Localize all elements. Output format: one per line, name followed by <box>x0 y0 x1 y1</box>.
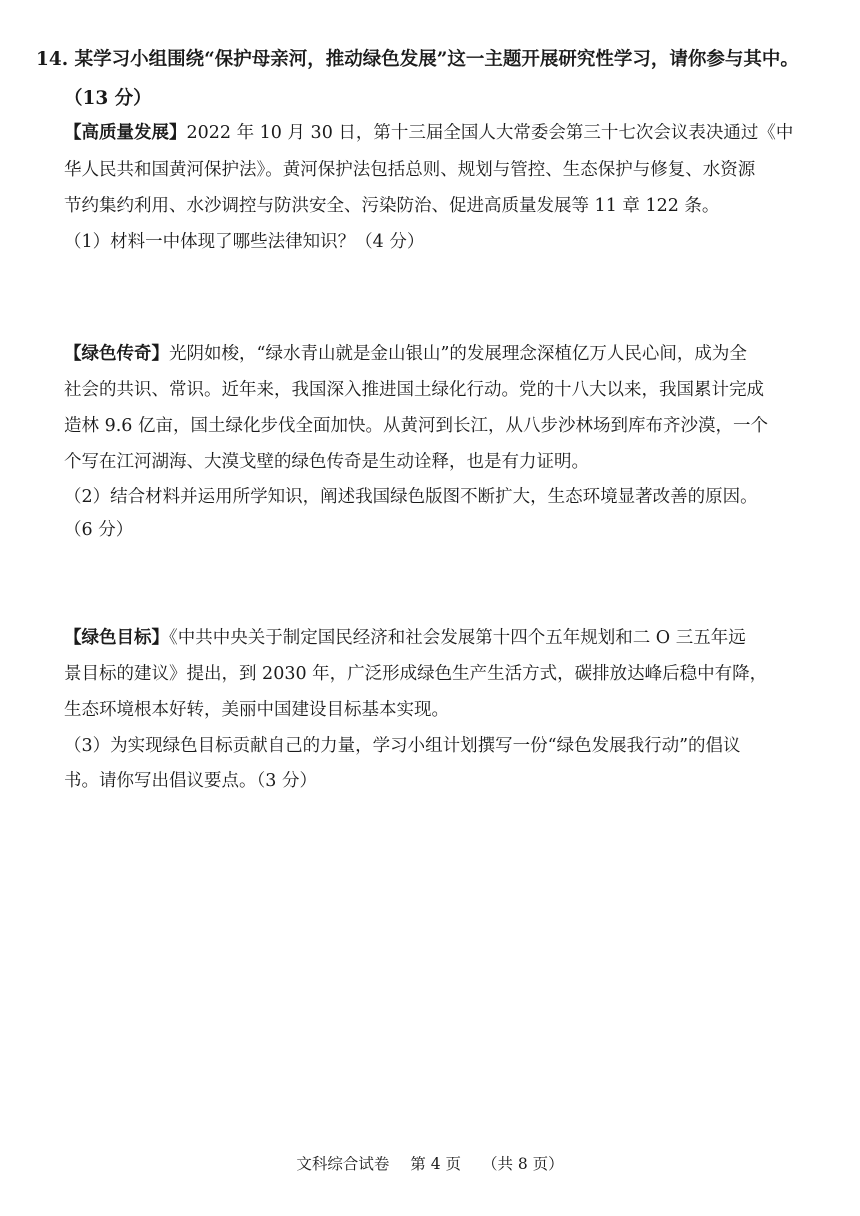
sub-question-3-cont: 书。请你写出倡议要点。（3 分） <box>64 771 317 791</box>
section1-text-3: 节约集约利用、水沙调控与防洪安全、污染防治、促进高质量发展等 11 章 122 条。 <box>64 196 720 216</box>
section1-text-1: 2022 年 10 月 30 日，第十三届全国人大常委会第三十七次会议表决通过《中 <box>186 123 794 143</box>
section3-text-2: 景目标的建议》提出，到 2030 年，广泛形成绿色生产生活方式，碳排放达峰后稳中有降， <box>64 664 768 684</box>
section3-text-3: 生态环境根本好转，美丽中国建设目标基本实现。 <box>64 700 449 720</box>
section1-line1 <box>64 120 793 146</box>
section3-heading: 【绿色目标】 <box>64 628 169 648</box>
footer-page-number: 第 4 页 <box>410 1155 461 1173</box>
section2-text-2: 社会的共识、常识。近年来，我国深入推进国土绿化行动。党的十八大以来，我国累计完成 <box>64 380 764 400</box>
section2-heading: 【绿色传奇】 <box>64 344 169 364</box>
footer-subject: 文科综合试卷 <box>296 1155 390 1173</box>
section2-text-3: 造林 9.6 亿亩，国土绿化步伐全面加快。从黄河到长江，从八步沙林场到库布齐沙漠，一个 <box>64 416 768 436</box>
sub-question-2-score: （6 分） <box>64 520 134 540</box>
question-score: （13 分） <box>64 88 152 109</box>
section3-line1 <box>64 625 746 651</box>
section2-text-4: 个写在江河湖海、大漠戈壁的绿色传奇是生动诠释，也是有力证明。 <box>64 452 589 472</box>
footer-total-pages: （共 8 页） <box>481 1155 564 1173</box>
page-footer <box>0 1152 860 1176</box>
sub-question-1: （1）材料一中体现了哪些法律知识？（4 分） <box>64 232 425 252</box>
section2-line1 <box>64 341 747 367</box>
section1-heading: 【高质量发展】 <box>64 123 187 143</box>
section2-text-1: 光阴如梭，“绿水青山就是金山银山”的发展理念深植亿万人民心间，成为全 <box>169 344 747 364</box>
section1-text-2: 华人民共和国黄河保护法》。黄河保护法包括总则、规划与管控、生态保护与修复、水资源 <box>64 160 756 180</box>
sub-question-3: （3）为实现绿色目标贡献自己的力量，学习小组计划撰写一份“绿色发展我行动”的倡议 <box>64 736 741 756</box>
sub-question-2: （2）结合材料并运用所学知识，阐述我国绿色版图不断扩大，生态环境显著改善的原因。 <box>64 487 758 507</box>
question-title: 14. 某学习小组围绕“保护母亲河，推动绿色发展”这一主题开展研究性学习，请你参与其中。 <box>36 49 799 70</box>
section3-text-1: 《中共中央关于制定国民经济和社会发展第十四个五年规划和二 O 三五年远 <box>169 628 746 648</box>
